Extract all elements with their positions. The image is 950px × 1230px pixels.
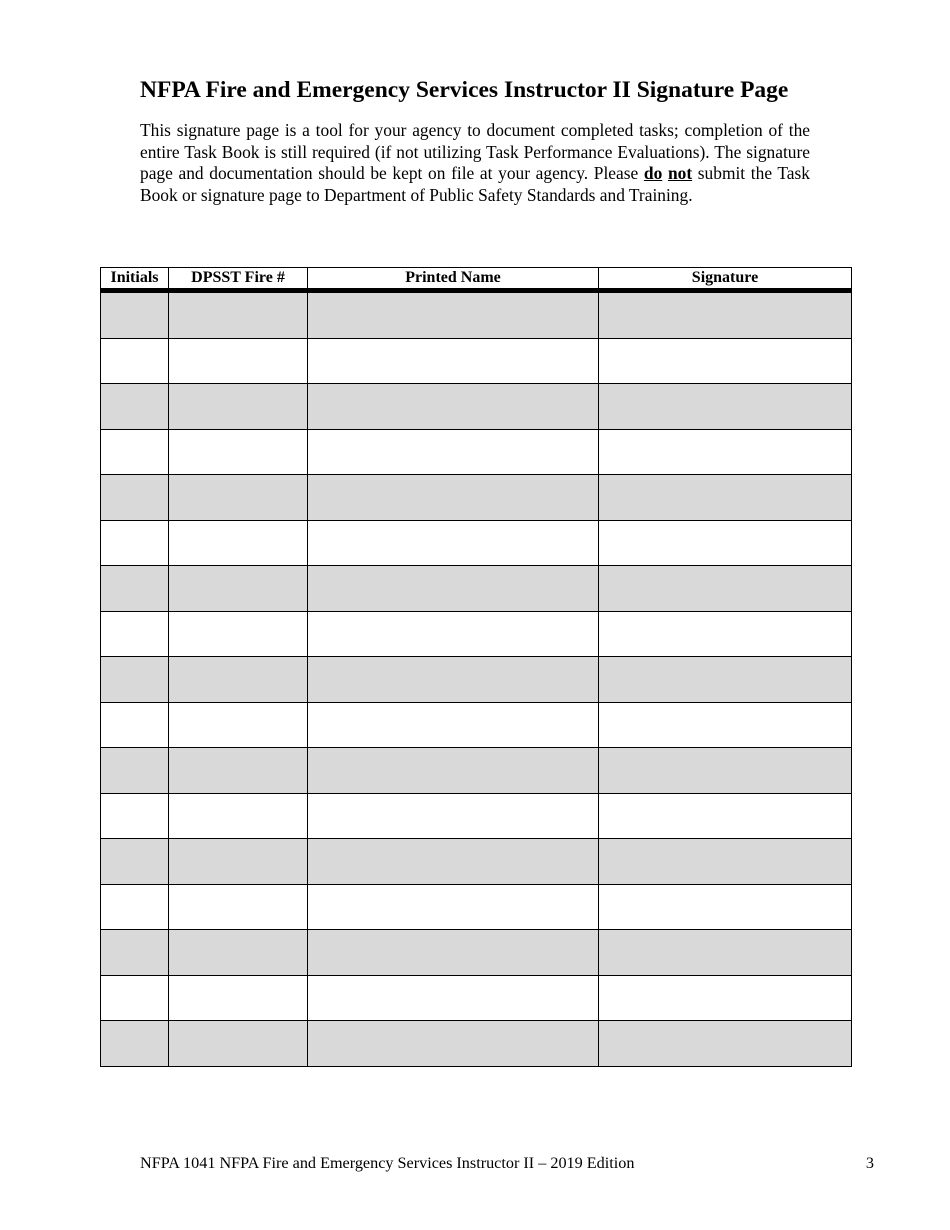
intro-emphasis-do: do <box>643 163 663 183</box>
printed-name-cell[interactable] <box>308 566 599 612</box>
signature-cell[interactable] <box>599 429 852 475</box>
printed-name-cell[interactable] <box>308 839 599 885</box>
initials-cell[interactable] <box>101 611 169 657</box>
signature-cell[interactable] <box>599 975 852 1021</box>
printed-name-cell[interactable] <box>308 975 599 1021</box>
initials-cell[interactable] <box>101 930 169 976</box>
initials-cell[interactable] <box>101 429 169 475</box>
footer-edition-text: NFPA 1041 NFPA Fire and Emergency Services Instructor II – 2019 Edition <box>140 1154 635 1172</box>
dpsst-fire-number-cell[interactable] <box>169 291 308 339</box>
dpsst-fire-number-cell[interactable] <box>169 338 308 384</box>
dpsst-fire-number-cell[interactable] <box>169 748 308 794</box>
initials-cell[interactable] <box>101 1021 169 1067</box>
signature-cell[interactable] <box>599 657 852 703</box>
initials-cell[interactable] <box>101 475 169 521</box>
printed-name-cell[interactable] <box>308 702 599 748</box>
table-row <box>101 611 852 657</box>
table-row <box>101 884 852 930</box>
initials-cell[interactable] <box>101 566 169 612</box>
initials-cell[interactable] <box>101 338 169 384</box>
intro-text-after: submit the Task Book or signature page to Department of Public Safety Standards and Training. <box>140 163 810 205</box>
initials-cell[interactable] <box>101 884 169 930</box>
initials-cell[interactable] <box>101 291 169 339</box>
table-row <box>101 520 852 566</box>
printed-name-cell[interactable] <box>308 475 599 521</box>
table-row <box>101 475 852 521</box>
dpsst-fire-number-cell[interactable] <box>169 611 308 657</box>
table-row <box>101 338 852 384</box>
printed-name-cell[interactable] <box>308 930 599 976</box>
table-row <box>101 702 852 748</box>
table-row <box>101 657 852 703</box>
signature-table <box>100 267 852 1067</box>
signature-cell[interactable] <box>599 611 852 657</box>
initials-cell[interactable] <box>101 384 169 430</box>
initials-cell[interactable] <box>101 975 169 1021</box>
signature-cell[interactable] <box>599 702 852 748</box>
dpsst-fire-number-cell[interactable] <box>169 566 308 612</box>
printed-name-cell[interactable] <box>308 384 599 430</box>
dpsst-fire-number-cell[interactable] <box>169 702 308 748</box>
initials-cell[interactable] <box>101 702 169 748</box>
signature-cell[interactable] <box>599 384 852 430</box>
table-row <box>101 839 852 885</box>
dpsst-fire-number-cell[interactable] <box>169 839 308 885</box>
printed-name-cell[interactable] <box>308 338 599 384</box>
initials-cell[interactable] <box>101 520 169 566</box>
signature-cell[interactable] <box>599 338 852 384</box>
printed-name-cell[interactable] <box>308 793 599 839</box>
printed-name-cell[interactable] <box>308 520 599 566</box>
printed-name-cell[interactable] <box>308 611 599 657</box>
printed-name-cell[interactable] <box>308 884 599 930</box>
page-number: 3 <box>865 1154 874 1172</box>
dpsst-fire-number-cell[interactable] <box>169 429 308 475</box>
dpsst-fire-number-cell[interactable] <box>169 793 308 839</box>
initials-cell[interactable] <box>101 839 169 885</box>
dpsst-fire-number-cell[interactable] <box>169 520 308 566</box>
signature-cell[interactable] <box>599 748 852 794</box>
table-row <box>101 566 852 612</box>
printed-name-cell[interactable] <box>308 657 599 703</box>
intro-emphasis-not: not <box>667 163 693 183</box>
dpsst-fire-number-cell[interactable] <box>169 657 308 703</box>
printed-name-cell[interactable] <box>308 429 599 475</box>
signature-cell[interactable] <box>599 475 852 521</box>
header-signature: Signature <box>599 268 852 291</box>
table-row <box>101 384 852 430</box>
signature-cell[interactable] <box>599 930 852 976</box>
initials-cell[interactable] <box>101 793 169 839</box>
signature-cell[interactable] <box>599 839 852 885</box>
header-initials: Initials <box>101 268 169 291</box>
initials-cell[interactable] <box>101 657 169 703</box>
header-printed-name: Printed Name <box>308 268 599 291</box>
signature-cell[interactable] <box>599 291 852 339</box>
table-row <box>101 793 852 839</box>
printed-name-cell[interactable] <box>308 1021 599 1067</box>
signature-cell[interactable] <box>599 566 852 612</box>
dpsst-fire-number-cell[interactable] <box>169 1021 308 1067</box>
intro-text-before: This signature page is a tool for your agency to document completed tasks; completion of the entire Task Book is still required (if not utilizing Task Performance Evaluations). The signature page and documentation should be kept on file at your agency. Please <box>140 120 810 183</box>
signature-cell[interactable] <box>599 884 852 930</box>
table-row <box>101 291 852 339</box>
header-dpsst-fire-number: DPSST Fire # <box>169 268 308 291</box>
table-row <box>101 975 852 1021</box>
printed-name-cell[interactable] <box>308 748 599 794</box>
signature-cell[interactable] <box>599 520 852 566</box>
dpsst-fire-number-cell[interactable] <box>169 884 308 930</box>
printed-name-cell[interactable] <box>308 291 599 339</box>
dpsst-fire-number-cell[interactable] <box>169 975 308 1021</box>
signature-table-body <box>101 291 852 1067</box>
signature-cell[interactable] <box>599 793 852 839</box>
dpsst-fire-number-cell[interactable] <box>169 475 308 521</box>
signature-table-header <box>101 268 852 291</box>
dpsst-fire-number-cell[interactable] <box>169 930 308 976</box>
intro-paragraph <box>140 120 810 206</box>
signature-cell[interactable] <box>599 1021 852 1067</box>
dpsst-fire-number-cell[interactable] <box>169 384 308 430</box>
page-title: NFPA Fire and Emergency Services Instructor II Signature Page <box>140 77 789 103</box>
table-row <box>101 1021 852 1067</box>
table-row <box>101 930 852 976</box>
table-row <box>101 748 852 794</box>
table-row <box>101 429 852 475</box>
initials-cell[interactable] <box>101 748 169 794</box>
